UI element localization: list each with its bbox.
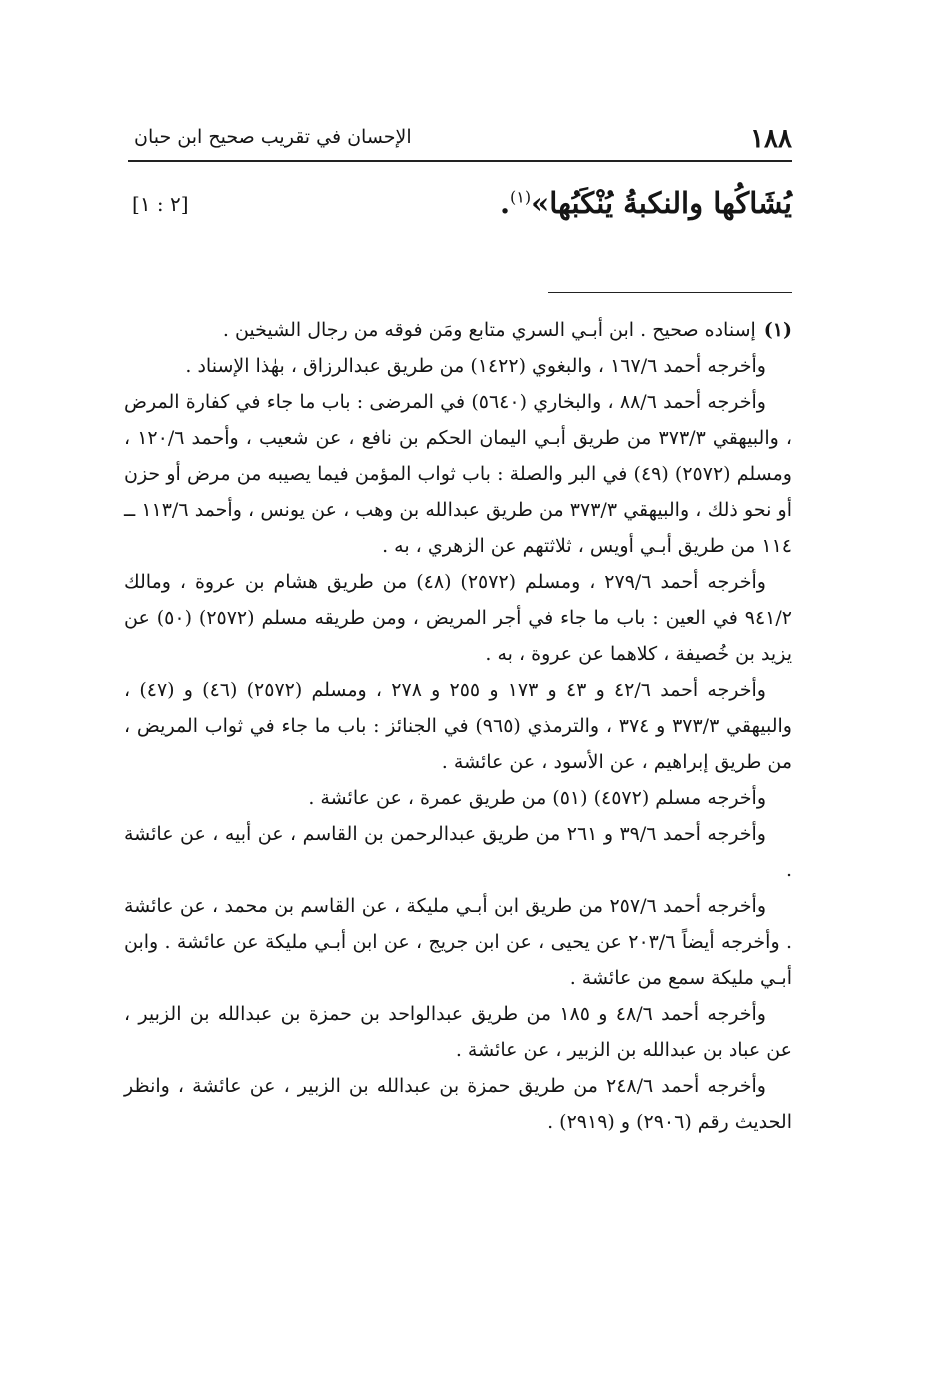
footnote-paragraph: وأخرجه أحمد ٨٨/٦ ، والبخاري (٥٦٤٠) في المرضى : باب ما جاء في كفارة المرض ، والبيهقي ٣٧٣/٣ من طريق أبـي اليمان الحكم بن نافع ، عن شعيب ، وأحمد ١٢٠/٦ ، ومسلم (٢٥٧٢) (٤٩) في البر والصلة : باب ثواب المؤمن فيما يصيبه من مرض أو حزن أو نحو ذلك ، والبيهقي ٣٧٣/٣ من طريق عبدالله بن وهب ، عن يونس ، وأحمد ١١٣/٦ ــ ١١٤ من طريق أبـي أويس ، ثلاثتهم عن الزهري ، به .	[124, 391, 792, 557]
header-divider	[128, 160, 792, 162]
footnote-paragraph: وأخرجه أحمد ١٦٧/٦ ، والبغوي (١٤٢٢) من طريق عبدالرزاق ، بهٰذا الإسناد .	[185, 355, 766, 377]
footnote-paragraph	[124, 312, 792, 348]
footnote-paragraph: وأخرجه أحمد ٣٩/٦ و ٢٦١ من طريق عبدالرحمن بن القاسم ، عن أبيه ، عن عائشة .	[124, 823, 792, 881]
footnote-number: (١)	[763, 319, 792, 341]
main-text-block	[128, 186, 792, 236]
footnotes-section	[124, 312, 792, 1140]
footnote-paragraph: وأخرجه أحمد ٤٨/٦ و ١٨٥ من طريق عبدالواحد بن حمزة بن عبدالله بن الزبير ، عن عباد بن عبدالله بن الزبير ، عن عائشة .	[124, 1003, 792, 1061]
footnote-paragraph: وأخرجه أحمد ٢٤٨/٦ من طريق حمزة بن عبدالله بن الزبير ، عن عائشة ، وانظر الحديث رقم (٢٩٠٦) و (٢٩١٩) .	[124, 1075, 792, 1133]
footnote-paragraph: وأخرجه مسلم (٤٥٧٢) (٥١) من طريق عمرة ، عن عائشة .	[308, 787, 766, 809]
footnote-paragraph: وأخرجه أحمد ٢٧٩/٦ ، ومسلم (٢٥٧٢) (٤٨) من طريق هشام بن عروة ، ومالك ٩٤١/٢ في العين : باب ما جاء في أجر المريض ، ومن طريقه مسلم (٢٥٧٢) (٥٠) عن يزيد بن خُصيفة ، كلاهما عن عروة ، به .	[124, 571, 792, 665]
running-title: الإحسان في تقريب صحيح ابن حبان	[134, 126, 412, 148]
footnote-paragraph: وأخرجه أحمد ٤٢/٦ و ٤٣ و ١٧٣ و ٢٥٥ و ٢٧٨ ، ومسلم (٢٥٧٢) (٤٦) و (٤٧) ، والبيهقي ٣٧٣/٣ و ٣٧٤ ، والترمذي (٩٦٥) في الجنائز : باب ما جاء في ثواب المريض ، من طريق إبراهيم ، عن الأسود ، عن عائشة .	[124, 679, 792, 773]
footnote-text: إسناده صحيح . ابن أبـي السري متابع ومَن فوقه من رجال الشيخين .	[222, 319, 756, 341]
footnote-divider	[548, 292, 792, 293]
hadith-text: يُشَاكُها والنكبةُ يُنْكَبُها»	[531, 186, 792, 220]
page-number: ١٨٨	[750, 124, 792, 154]
footnote-paragraph: وأخرجه أحمد ٢٥٧/٦ من طريق ابن أبـي مليكة ، عن القاسم بن محمد ، عن عائشة . وأخرجه أيضاً ٢٠٣/٦ عن يحيى ، عن ابن جريج ، عن ابن أبـي مليكة عن عائشة . وابن أبـي مليكة سمع من عائشة .	[124, 895, 793, 989]
end-mark: .	[499, 186, 511, 220]
hadith-text-line	[500, 186, 792, 220]
page-header	[128, 112, 792, 160]
footnote-reference: (١)	[510, 187, 532, 207]
hadith-reference-tag: [٢ : ١]	[132, 192, 189, 216]
